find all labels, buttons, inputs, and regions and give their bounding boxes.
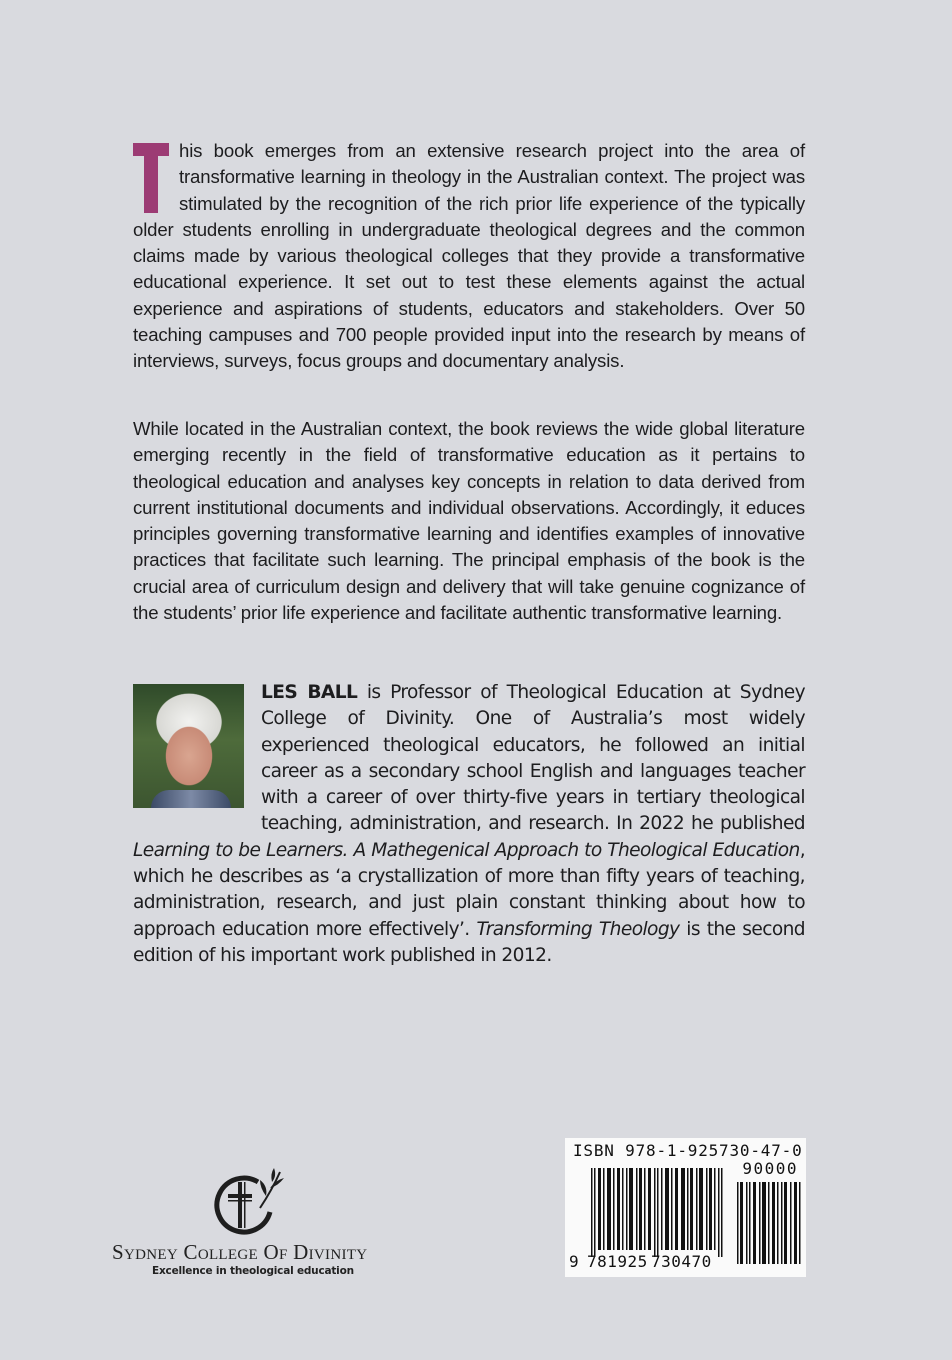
blurb-paragraph-1 [133,138,805,375]
drop-cap [133,143,169,213]
publisher-logo [110,1168,400,1278]
book-title-transforming-theology: Transforming Theology [476,918,680,940]
ean-first-digit: 9 [569,1252,579,1271]
author-name: LES BALL [261,682,358,703]
paragraph-1-text: his book emerges from an extensive research project into the area of transformative learning in theology in the Australian context. The project was stimulated by the recognition of the rich prior life experience of the typically older students enrolling in undergraduate theological degrees and the common claims made by various theological colleges that they provide a transformative educational experience. It set out to test these elements against the actual experience and aspirations of students, educators and stakeholders. Over 50 teaching campuses and 700 people provided input into the research by means of interviews, surveys, focus groups and documentary analysis. [133,140,805,372]
bio-text: is the second edition of his important work published in 2012. [133,918,805,966]
author-photo [133,684,244,808]
publisher-tagline: Excellence in theological education [152,1265,354,1277]
barcode-addon-number: 90000 [742,1159,798,1178]
publisher-name: Sydney College Of Divinity [112,1240,368,1264]
book-title-learning-to-be-learners: Learning to be Learners. A Mathegenical Approach to Theological Education [133,839,800,861]
cross-in-circle-with-wheat-icon [210,1168,290,1238]
ean-right-group: 730470 [651,1252,712,1271]
author-bio [133,680,805,969]
bio-text: is Professor of Theological Education at Sydney College of Divinity. One of Australia’s most widely experienced theological educators, he followed an initial career as a secondary school English and languages teacher with a career of over thirty-five years in tertiary theological teaching, administration, and research. In 2022 he published [261,682,805,835]
barcode-bars-addon [737,1182,801,1264]
ean-left-group: 781925 [587,1252,648,1271]
barcode-bars-main [591,1168,723,1257]
isbn-label: ISBN 978-1-925730-47-0 [573,1141,803,1160]
bio-text: , which he describes as ‘a crystallization of more than fifty years of teaching, administration, research, and just plain constant thinking about how to approach education more effectively’. [133,839,805,940]
blurb-paragraph-2: While located in the Australian context, the book reviews the wide global literature emerging recently in the field of transformative education as it pertains to theological education and analyses key concepts in relation to data derived from current institutional documents and individual observations. Accordingly, it educes principles governing transformative learning and identifies examples of innovative practices that facilitate such learning. The principal emphasis of the book is the crucial area of curriculum design and delivery that will take genuine cognizance of the students’ prior life experience and facilitate authentic transformative learning. [133,418,805,624]
ean-digits [569,1252,715,1271]
isbn-barcode [565,1138,806,1277]
